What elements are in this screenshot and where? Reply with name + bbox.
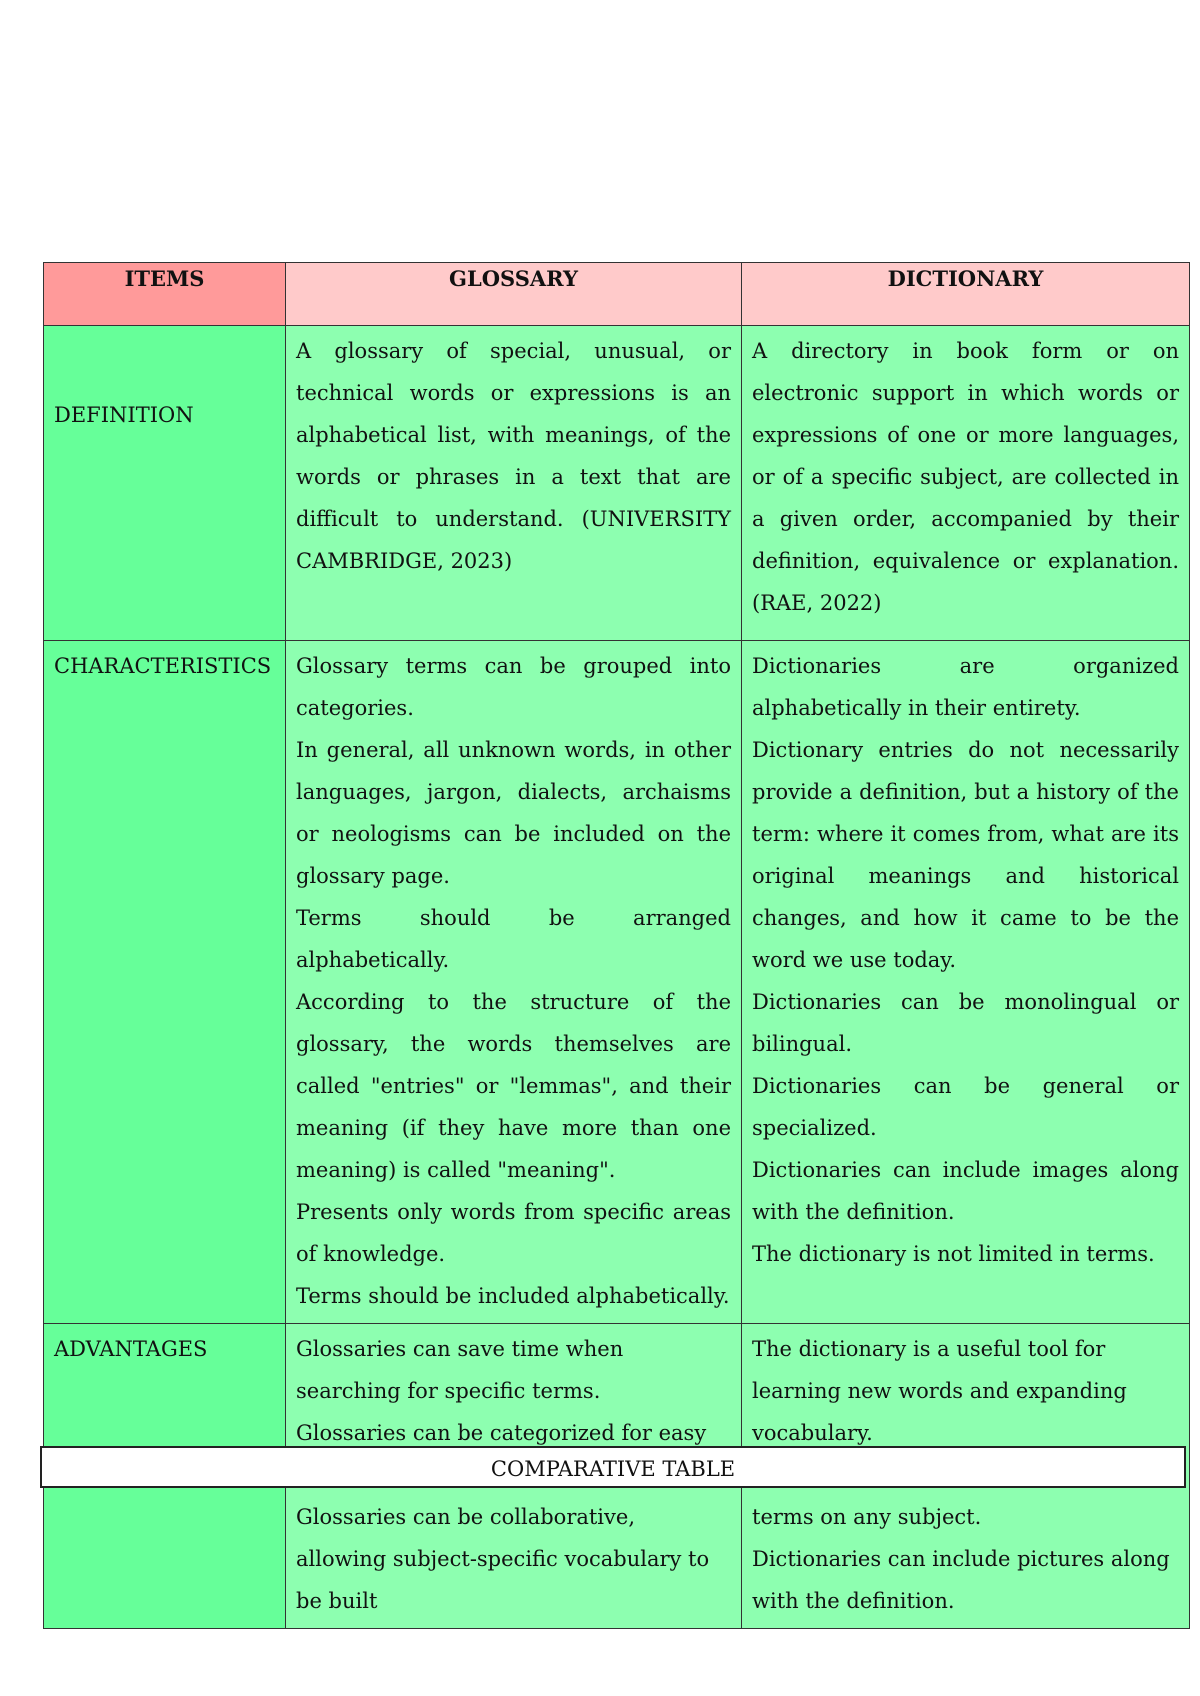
row-label-characteristics: CHARACTERISTICS xyxy=(44,641,286,1324)
definition-glossary-text: A glossary of special, unusual, or technical words or expressions is an alphabetical list, with meanings, of the words or phrases in a text that are difficult to understand. (UNIVERSITY CAMBRIDGE, 2023) xyxy=(296,339,731,573)
characteristics-dictionary-item: Dictionaries can be general or specialized. xyxy=(752,1074,1179,1140)
characteristics-glossary-item: Terms should be included alphabetically. xyxy=(296,1284,730,1308)
advantages-glossary-item: Glossaries can be collaborative, allowing subject-specific vocabulary to be built xyxy=(296,1505,710,1613)
characteristics-glossary-item: Glossary terms can be grouped into categories. xyxy=(296,654,731,720)
characteristics-glossary-item: In general, all unknown words, in other languages, jargon, dialects, archaisms or neologisms can be included on the glossary page. xyxy=(296,738,731,888)
characteristics-dictionary-item: The dictionary is not limited in terms. xyxy=(752,1242,1155,1266)
characteristics-dictionary-item: Dictionaries can include images along with the definition. xyxy=(752,1158,1179,1224)
characteristics-dictionary-cell xyxy=(742,641,1190,1324)
advantages-dictionary-item: Dictionaries can include pictures along with the definition. xyxy=(752,1547,1170,1613)
advantages-dictionary-item: terms on any subject. xyxy=(752,1505,982,1529)
table-row-definition xyxy=(44,326,1190,641)
definition-glossary-cell xyxy=(286,326,742,641)
row-label-advantages: ADVANTAGES xyxy=(44,1324,286,1629)
table-caption: COMPARATIVE TABLE xyxy=(40,1446,1186,1488)
header-glossary: GLOSSARY xyxy=(286,263,742,326)
table-row-characteristics xyxy=(44,641,1190,1324)
characteristics-glossary-item: According to the structure of the glossary, the words themselves are called "entries" or "lemmas", and their meaning (if they have more than one meaning) is called "meaning". xyxy=(296,990,731,1182)
header-dictionary: DICTIONARY xyxy=(742,263,1190,326)
advantages-dictionary-item: The dictionary is a useful tool for learning new words and expanding vocabulary. xyxy=(752,1337,1127,1445)
characteristics-dictionary-item: Dictionaries are organized alphabetically in their entirety. xyxy=(752,654,1179,720)
definition-dictionary-cell xyxy=(742,326,1190,641)
characteristics-glossary-item: Presents only words from specific areas of knowledge. xyxy=(296,1200,731,1266)
characteristics-dictionary-item: Dictionary entries do not necessarily provide a definition, but a history of the term: where it comes from, what are its original meanings and historical changes, and how it came to be the word we use today. xyxy=(752,738,1179,972)
advantages-glossary-item: Glossaries can be categorized for easy xyxy=(296,1421,707,1445)
characteristics-glossary-item: Terms should be arranged alphabetically. xyxy=(296,906,731,972)
header-items: ITEMS xyxy=(44,263,286,326)
characteristics-glossary-cell xyxy=(286,641,742,1324)
header-row xyxy=(44,263,1190,326)
definition-dictionary-text: A directory in book form or on electronic support in which words or expressions of one or more languages, or of a specific subject, are collected in a given order, accompanied by their definition, equivalence or explanation. (RAE, 2022) xyxy=(752,339,1179,615)
comparative-table xyxy=(43,262,1190,1629)
row-label-definition: DEFINITION xyxy=(44,326,286,641)
advantages-glossary-item: Glossaries can save time when searching for specific terms. xyxy=(296,1337,624,1403)
comparative-table-wrapper xyxy=(43,262,1189,1613)
characteristics-dictionary-item: Dictionaries can be monolingual or bilingual. xyxy=(752,990,1179,1056)
